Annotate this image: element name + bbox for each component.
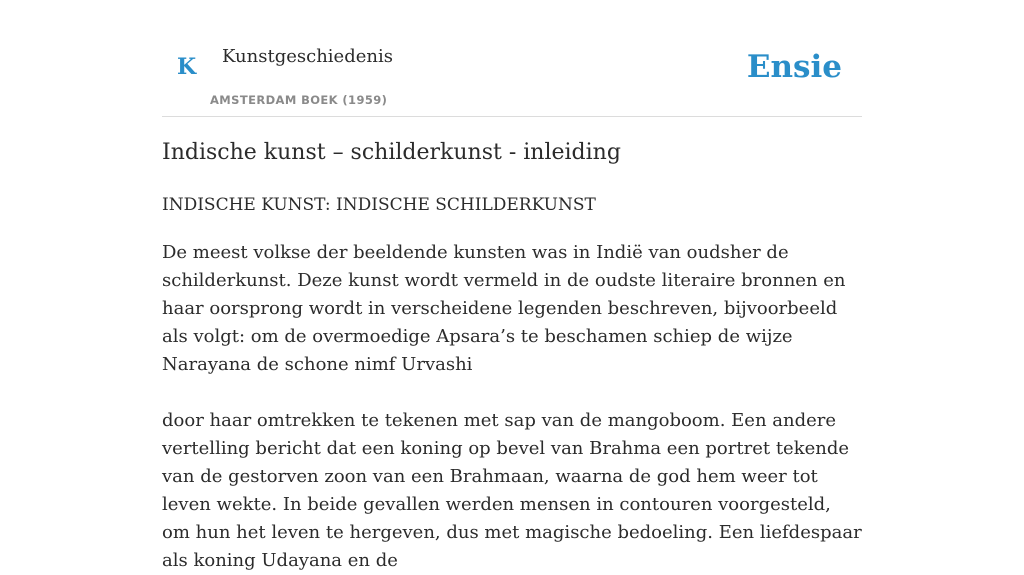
page-header (162, 0, 862, 117)
brand-logo[interactable]: Ensie (746, 49, 842, 85)
article-body (162, 239, 864, 575)
article-paragraph: door haar omtrekken te tekenen met sap van de mangoboom. Een andere vertelling bericht dat een koning op bevel van Brahma een portret tekende van de gestorven zoon van een Brahmaan, waarna de god hem weer tot leven wekte. In beide gevallen werden mensen in contouren voorgesteld, om hun het leven te hergeven, dus met magische bedoeling. Een liefdespaar als koning Udayana en de (162, 410, 862, 571)
article-paragraph: De meest volkse der beeldende kunsten was in Indië van oudsher de schilderkunst. Deze kunst wordt vermeld in de oudste literaire bronnen en haar oorsprong wordt in verscheidene legenden beschreven, bijvoorbeeld als volgt: om de overmoedige Apsara’s te beschamen schiep de wijze Narayana de schone nimf Urvashi (162, 242, 846, 375)
article-subtitle: INDISCHE KUNST: INDISCHE SCHILDERKUNST (162, 195, 596, 215)
source-label: AMSTERDAM BOEK (1959) (210, 93, 388, 107)
article-title: Indische kunst – schilderkunst - inleiding (162, 140, 621, 165)
collection-logo[interactable]: K (177, 54, 197, 80)
collection-link[interactable]: Kunstgeschiedenis (222, 46, 393, 67)
